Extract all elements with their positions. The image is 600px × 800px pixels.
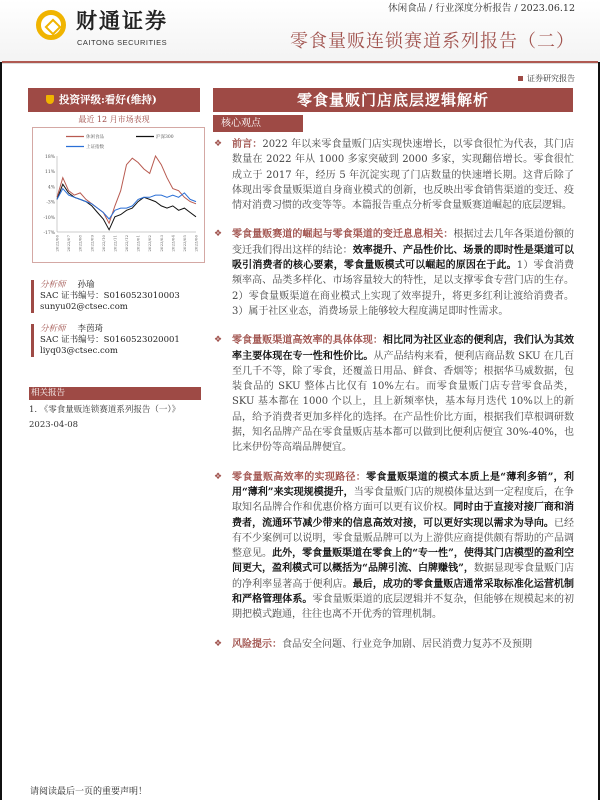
para-text: 1）零食消费频率高、品类多样化、市场容量较大的特性，足以支撑零食专营门店的生存。2）零食量贩渠道在商业模式上实现了效率提升，将更多红利让渡给消费者。3）属于社区业态，消费场景上能够较大程度满足即时性需求。 <box>232 260 574 317</box>
legend-label: 上证指数 <box>86 145 104 150</box>
x-tick-label: 2023/01 <box>135 235 141 252</box>
x-tick-label: 2023/05 <box>181 235 187 252</box>
y-tick-label: 11% <box>44 170 55 176</box>
para-text: 数据显现零食量贩门店的净利率显著高于便利店。 <box>232 563 575 590</box>
para-bold: 此外，零食量贩渠道在零食上的“专一性”，使得其门店模型的盈利空间更大，盈利模式可以概括为“品牌引流、白牌赚钱”， <box>232 548 574 575</box>
para-lead: 零食量贩高效率的实现路径： <box>232 471 367 483</box>
x-tick-label: 2022/10 <box>100 235 106 252</box>
paragraph-path <box>214 470 575 623</box>
para-lead: 零食量贩渠道高效率的具体体现： <box>232 335 383 347</box>
legend-label: 沪深300 <box>156 135 174 140</box>
series-line <box>57 184 196 230</box>
para-bold: 最后，成功的零食量贩店通常采取标准化运营机制和严格管理体系。 <box>232 578 575 606</box>
paragraph-preface <box>214 137 574 213</box>
analyst-card <box>31 324 180 357</box>
y-tick-label: -17% <box>43 231 55 236</box>
para-bold: 零食量贩渠道的模式本质上是“薄利多销”，利用“薄利”来实现规模提升， <box>232 471 574 498</box>
analyst-role: 分析师 <box>40 280 66 290</box>
legend-label: 休闲食品 <box>86 135 104 140</box>
analyst-name: 李茵琦 <box>77 324 104 334</box>
series-line <box>57 156 196 223</box>
diamond-bullet-icon: ❖ <box>214 471 223 482</box>
para-text: 2022 年以来零食量贩门店实现快速增长，以零食很忙为代表，其门店数量在 2022 年从 1000 多家突破到 2000 多家，实现翻倍增长。零食很忙成立于 2017 年，经历 5 年沉淀实现了门店数量的快速增长期。这背后除了体现出零食量贩渠道自身商业模式的创新，也反映出零食销售渠道的变迁、疫情对消费习惯的改变等等。本篇报告重点分析零食量贩赛道崛起的底层逻辑。 <box>232 139 574 212</box>
main-title: 零食量贩门店底层逻辑解析 <box>213 88 573 112</box>
diamond-bullet-icon: ❖ <box>214 638 223 649</box>
diamond-bullet-icon: ❖ <box>214 335 223 346</box>
paragraph-efficiency <box>214 333 575 455</box>
x-tick-label: 2022/07 <box>66 235 72 252</box>
y-tick-label: 18% <box>44 155 55 160</box>
x-tick-label: 2023/06 <box>193 235 199 252</box>
para-lead: 风险提示： <box>232 638 282 650</box>
page-header <box>0 0 600 62</box>
related-report-title[interactable]: 1. 《零食量贩连锁赛道系列报告（一）》 <box>29 405 181 415</box>
analyst-sac: SAC 证书编号：S0160523020001 <box>40 335 180 345</box>
analyst-role: 分析师 <box>40 324 66 334</box>
investment-rating <box>28 88 200 112</box>
caitong-logo-icon <box>36 10 66 40</box>
page-border-left <box>0 0 2 800</box>
x-tick-label: 2022/11 <box>112 235 118 252</box>
paragraph-rise <box>214 227 575 319</box>
core-views-heading: 核心观点 <box>213 115 303 132</box>
x-tick-label: 2023/02 <box>147 235 153 252</box>
chart-svg <box>33 128 203 261</box>
para-bold: 效率提升、产品性价比、场景的即时性是渠道可以吸引消费者的核心要素，零食量贩模式可以崛起的原因在于此。 <box>232 244 575 272</box>
brand-name-en: CAITONG SECURITIES <box>77 38 168 47</box>
analyst-sac: SAC 证书编号：S0160523010003 <box>40 291 180 301</box>
y-tick-label: -3% <box>46 200 55 206</box>
series-line <box>57 189 196 219</box>
para-text: 从产品结构来看，便利店商品数 SKU 在几百至几千不等，除了零食，还覆盖日用品、鲜食、香烟等；根据华马威数据，包装食品的 SKU 整体占比仅有 10%左右。而零食量贩门店专营零食品类，SKU 基本都在 1000 个以上，且上新频率快，基本每月迭代 10%以上的新品，给予消费者更加多样化的选择。在产品性价比方面，根据我们草根调研数据，知名品牌产品在零食量贩店基本都可以做到比便利店便宜 30%-40%，也比来伊份等高端品牌便宜。 <box>232 350 574 454</box>
para-lead: 前言： <box>232 139 263 150</box>
related-report-item[interactable] <box>29 403 205 433</box>
header-divider <box>2 61 598 64</box>
x-tick-label: 2023/04 <box>170 235 176 252</box>
analyst-card <box>31 280 180 313</box>
y-tick-label: 4% <box>47 185 55 191</box>
para-text: 零食量贩渠道的底层逻辑并不复杂，但能够在规模起来的初期把模式跑通，往往也离不开优秀的管理机制。 <box>232 594 575 621</box>
core-views-column <box>214 137 575 666</box>
chart-caption: 最近 12 月市场表现 <box>78 115 150 124</box>
analyst-email[interactable]: sunyu02@ctsec.com <box>40 302 128 312</box>
para-lead: 零食量贩赛道的崛起与零食渠道的变迁息息相关： <box>232 229 454 241</box>
shield-icon <box>46 95 54 104</box>
para-text: 食品安全问题、行业竞争加剧、居民消费力复苏不及预期 <box>282 638 532 650</box>
related-report-date: 2023-04-08 <box>29 420 79 430</box>
market-performance-chart <box>32 127 205 263</box>
x-tick-label: 2022/06 <box>54 235 60 252</box>
para-bold: 同时由于直接对接厂商和消费者，流通环节减少带来的信息高效对接，可以更好实现以需求为导向。 <box>232 502 575 529</box>
footer-notice: 请阅读最后一页的重要声明！ <box>30 787 148 797</box>
para-text: 根据过去几年各渠道份额的变迁我们得出这样的结论： <box>232 229 575 256</box>
breadcrumb: 休闲食品 / 行业深度分析报告 / 2023.06.12 <box>388 3 575 14</box>
diamond-bullet-icon: ❖ <box>214 139 223 149</box>
rating-text: 投资评级:看好(维持) <box>59 94 157 106</box>
para-text: 已经有不少案例可以说明，零食量贩品牌可以为上游供应商提供颇有帮助的产品调整意见。 <box>232 517 575 560</box>
para-bold: 相比同为社区业态的便利店，我们认为其效率主要体现在专一性和性价比。 <box>232 335 575 362</box>
paragraph-risk <box>214 637 574 652</box>
brand-name-cn: 财通证券 <box>76 9 168 33</box>
report-series-title: 零食量贩连锁赛道系列报告（二） <box>290 31 575 52</box>
analyst-name: 孙瑜 <box>77 280 95 290</box>
para-text: 当零食量贩门店的规模体量达到一定程度后，在争取知名品牌合作和优惠价格方面可以更有议价权。 <box>232 486 575 514</box>
x-tick-label: 2022/08 <box>77 235 83 252</box>
related-reports-heading: 相关报告 <box>29 387 201 400</box>
y-tick-label: -10% <box>43 215 55 221</box>
x-tick-label: 2023/03 <box>158 235 164 252</box>
x-tick-label: 2022/09 <box>89 235 95 252</box>
analyst-email[interactable]: liyq03@ctsec.com <box>40 346 118 356</box>
diamond-bullet-icon: ❖ <box>214 229 223 240</box>
x-tick-label: 2022/12 <box>124 235 129 252</box>
doc-type-label: 证券研究报告 <box>518 74 575 84</box>
